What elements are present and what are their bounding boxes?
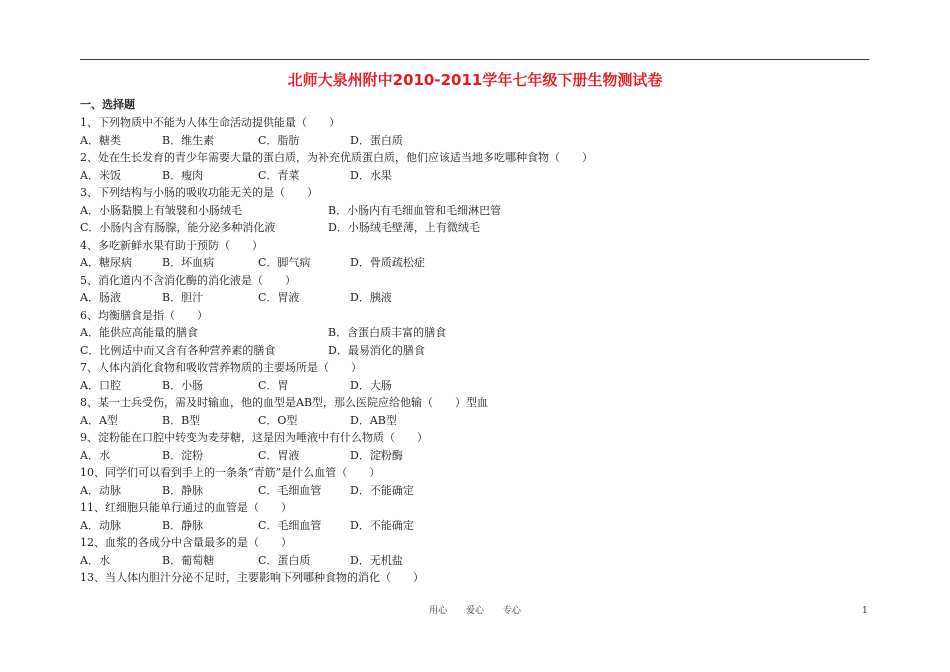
answer-option: C．胃液 — [258, 291, 300, 304]
answer-option: B．瘦肉 — [162, 168, 204, 182]
footer-motto-2: 爱心 — [465, 606, 484, 616]
answer-option: A．能供应高能量的膳食 — [80, 326, 198, 339]
answer-option: B．含蛋白质丰富的膳食 — [328, 326, 447, 339]
answer-option: C．胃液 — [258, 448, 300, 462]
answer-option: B．坏血病 — [162, 256, 215, 269]
options-row — [80, 412, 870, 430]
answer-option: D．胰液 — [350, 291, 392, 304]
answer-option: A．米饭 — [80, 168, 121, 182]
answer-option: A．糖类 — [80, 133, 121, 147]
options-row — [80, 219, 870, 237]
section-heading: 一、选择题 — [80, 98, 135, 111]
question-stem: 3、下列结构与小肠的吸收功能无关的是（ ） — [80, 186, 318, 199]
answer-option: A．A型 — [80, 413, 118, 427]
answer-option: D．蛋白质 — [350, 133, 403, 147]
answer-option: B．静脉 — [162, 518, 204, 532]
answer-option: D．不能确定 — [350, 518, 414, 532]
answer-option: C．小肠内含有肠腺，能分泌多种消化液 — [80, 221, 276, 234]
answer-option: C．O型 — [258, 413, 298, 427]
answer-option: A．口腔 — [80, 378, 121, 392]
answer-option: C．青菜 — [258, 168, 300, 182]
question-stem: 7、人体内消化食物和吸收营养物质的主要场所是（ ） — [80, 361, 362, 374]
answer-option: D．AB型 — [350, 413, 397, 427]
answer-option: D．大肠 — [350, 378, 392, 392]
answer-option: B．淀粉 — [162, 448, 204, 462]
options-row — [80, 167, 870, 185]
answer-option: C．毛细血管 — [258, 518, 322, 532]
options-row — [80, 132, 870, 150]
answer-option: C．毛细血管 — [258, 483, 322, 497]
answer-option: A．动脉 — [80, 518, 121, 532]
options-row — [80, 377, 870, 395]
answer-option: A．小肠黏膜上有皱襞和小肠绒毛 — [80, 203, 242, 217]
question-stem: 6、均衡膳食是指（ ） — [80, 308, 208, 322]
answer-option: D．水果 — [350, 168, 392, 182]
answer-option: B．胆汁 — [162, 291, 204, 304]
question-stem: 13、当人体内胆汁分泌不足时，主要影响下列哪种食物的消化（ ） — [80, 571, 424, 584]
answer-option: C．蛋白质 — [258, 553, 311, 567]
options-row — [80, 482, 870, 500]
question-stem: 10、同学们可以看到手上的一条条“青筋”是什么血管（ ） — [80, 466, 381, 479]
answer-option: D．不能确定 — [350, 483, 414, 497]
page-number: 1 — [862, 606, 868, 616]
answer-option: C．脚气病 — [258, 256, 311, 269]
question-stem: 5、消化道内不含消化酶的消化液是（ ） — [80, 273, 296, 287]
question-stem: 1、下列物质中不能为人体生命活动提供能量（ ） — [80, 116, 340, 129]
answer-option: B．小肠 — [162, 378, 204, 392]
answer-option: A．肠液 — [80, 291, 121, 304]
page-footer — [0, 604, 950, 618]
footer-motto-1: 用心 — [429, 606, 448, 616]
question-stem: 2、处在生长发育的青少年需要大量的蛋白质，为补充优质蛋白质，他们应该适当地多吃哪种食物（ ） — [80, 151, 593, 164]
options-row — [80, 552, 870, 570]
answer-option: A．水 — [80, 448, 110, 462]
answer-option: D．无机盐 — [350, 553, 403, 567]
options-row — [80, 342, 870, 360]
question-stem: 4、多吃新鲜水果有助于预防（ ） — [80, 238, 263, 252]
question-stem: 8、某一士兵受伤，需及时输血，他的血型是AB型，那么医院应给他输（ ）型血 — [80, 396, 489, 409]
answer-option: B．维生素 — [162, 133, 215, 147]
answer-option: A．水 — [80, 553, 110, 567]
answer-option: D．小肠绒毛壁薄，上有微绒毛 — [328, 221, 480, 234]
question-stem: 12、血浆的各成分中含量最多的是（ ） — [80, 536, 292, 549]
options-row — [80, 289, 870, 307]
answer-option: C．脂肪 — [258, 133, 300, 147]
header-rule — [80, 59, 869, 60]
answer-option: A．动脉 — [80, 483, 121, 497]
options-row — [80, 202, 870, 220]
answer-option: C．胃 — [258, 378, 289, 392]
answer-option: D．最易消化的膳食 — [328, 343, 425, 357]
options-row — [80, 324, 870, 342]
options-row — [80, 517, 870, 535]
answer-option: D．淀粉酶 — [350, 448, 403, 462]
answer-option: B．静脉 — [162, 483, 204, 497]
answer-option: B．葡萄糖 — [162, 553, 215, 567]
options-row — [80, 254, 870, 272]
answer-option: B．小肠内有毛细血管和毛细淋巴管 — [328, 203, 502, 217]
footer-motto-3: 专心 — [502, 606, 521, 616]
question-stem: 11、红细胞只能单行通过的血管是（ ） — [80, 501, 292, 514]
answer-option: C．比例适中而又含有各种营养素的膳食 — [80, 343, 276, 357]
page-title: 北师大泉州附中2010-2011学年七年级下册生物测试卷 — [287, 71, 663, 89]
question-list — [80, 114, 870, 587]
options-row — [80, 447, 870, 465]
answer-option: D．骨质疏松症 — [350, 256, 425, 269]
answer-option: A．糖尿病 — [80, 256, 132, 269]
answer-option: B．B型 — [162, 413, 201, 427]
question-stem: 9、淀粉能在口腔中转变为麦芽糖，这是因为唾液中有什么物质（ ） — [80, 431, 428, 444]
